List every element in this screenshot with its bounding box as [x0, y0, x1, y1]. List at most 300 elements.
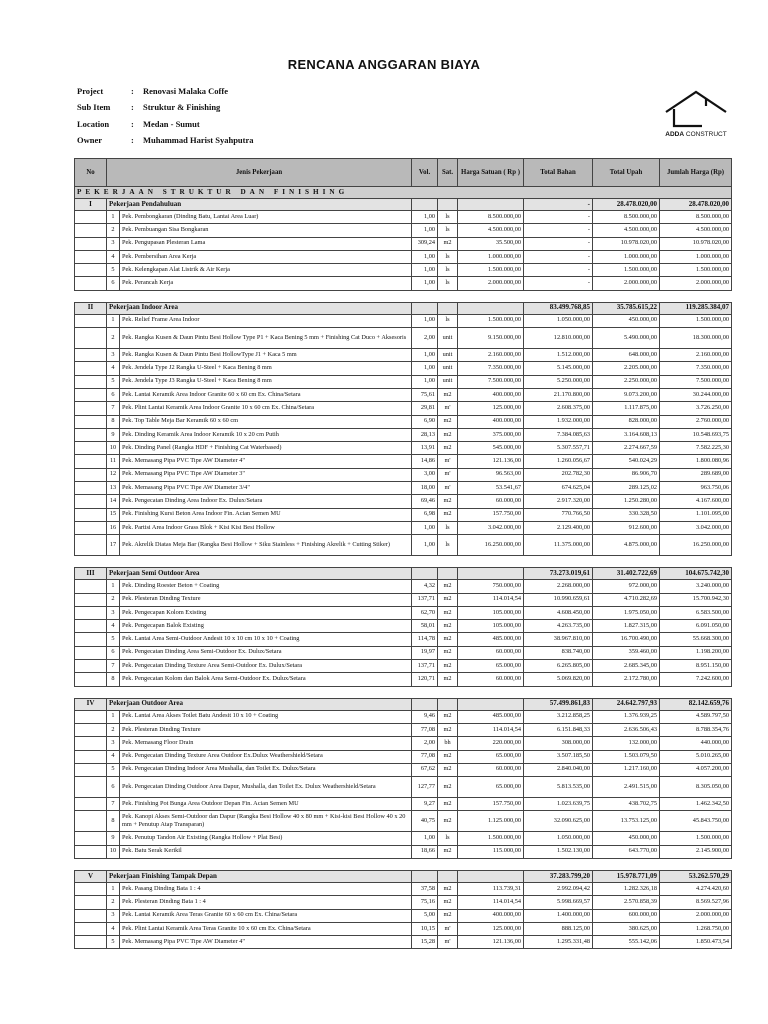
category-row	[75, 302, 732, 314]
row-harga-satuan: 750.000,00	[458, 580, 524, 593]
row-total-upah: 450.000,00	[593, 314, 660, 327]
row-harga-satuan: 8.500.000,00	[458, 211, 524, 224]
row-number: 11	[107, 455, 120, 468]
row-unit: m2	[438, 845, 458, 858]
row-description: Pek. Batu Serak Kerikil	[120, 845, 412, 858]
row-volume: 9,27	[412, 798, 438, 811]
spacer-cell	[660, 290, 732, 302]
row-volume: 9,46	[412, 710, 438, 723]
category-total-upah: 24.642.797,93	[593, 698, 660, 710]
row-jumlah-harga: 18.300.000,00	[660, 328, 732, 349]
spacer-cell	[524, 556, 593, 568]
row-total-bahan: 6.151.848,33	[524, 723, 593, 736]
row-unit: m2	[438, 495, 458, 508]
row-number: 4	[107, 250, 120, 263]
row-description: Pek. Partisi Area Indoor Grass Blok + Kisi Kisi Besi Hollow	[120, 521, 412, 534]
row-total-bahan: 2.917.320,00	[524, 495, 593, 508]
category-sat	[438, 568, 458, 580]
category-number: III	[75, 568, 107, 580]
row-total-upah: 2.205.000,00	[593, 362, 660, 375]
spacer-cell	[438, 556, 458, 568]
row-volume: 1,00	[412, 277, 438, 290]
category-number: IV	[75, 698, 107, 710]
spacer-cell	[75, 290, 107, 302]
spacer-cell	[593, 556, 660, 568]
row-number: 7	[107, 660, 120, 673]
row-total-upah: 1.282.326,18	[593, 882, 660, 895]
row-description: Pek. Lantai Keramik Area Indoor Granite 60 x 60 cm Ex. China/Setara	[120, 388, 412, 401]
row-unit: ls	[438, 832, 458, 845]
row-unit: m2	[438, 606, 458, 619]
row-total-upah: 5.490.000,00	[593, 328, 660, 349]
category-number: II	[75, 302, 107, 314]
row-volume: 120,71	[412, 673, 438, 686]
row-blank	[75, 362, 107, 375]
header-vol: Vol.	[412, 159, 438, 187]
spacer-cell	[438, 290, 458, 302]
row-unit: m2	[438, 442, 458, 455]
row-harga-satuan: 1.500.000,00	[458, 264, 524, 277]
row-number: 15	[107, 508, 120, 521]
row-number: 10	[107, 845, 120, 858]
row-total-upah: 2.570.858,39	[593, 896, 660, 909]
row-volume: 37,58	[412, 882, 438, 895]
row-total-bahan: 5.998.669,57	[524, 896, 593, 909]
category-harga	[458, 698, 524, 710]
table-row	[75, 723, 732, 736]
row-description: Pek. Pengecapan Kolom Existing	[120, 606, 412, 619]
row-blank	[75, 402, 107, 415]
row-total-bahan: 1.400.000,00	[524, 909, 593, 922]
row-description: Pek. Pengecatan Dinding Texture Area Outdoor Ex.Dulux Weathershield/Setara	[120, 750, 412, 763]
row-blank	[75, 896, 107, 909]
category-title: Pekerjaan Outdoor Area	[107, 698, 412, 710]
row-blank	[75, 723, 107, 736]
row-description: Pek. Dinding Panel (Rangka HDF + Finishing Cat Waterbased)	[120, 442, 412, 455]
category-total-bahan: 37.283.799,20	[524, 870, 593, 882]
row-volume: 1,00	[412, 264, 438, 277]
row-total-upah: 2.685.345,00	[593, 660, 660, 673]
row-blank	[75, 442, 107, 455]
row-harga-satuan: 4.500.000,00	[458, 224, 524, 237]
row-total-upah: 13.753.125,00	[593, 811, 660, 832]
row-number: 6	[107, 646, 120, 659]
spacer-cell	[524, 686, 593, 698]
spacer-cell	[75, 686, 107, 698]
table-row	[75, 211, 732, 224]
row-total-upah: 1.000.000,00	[593, 250, 660, 263]
table-row	[75, 442, 732, 455]
row-jumlah-harga: 2.760.000,00	[660, 415, 732, 428]
row-unit: m2	[438, 646, 458, 659]
table-row	[75, 710, 732, 723]
row-volume: 1,00	[412, 535, 438, 556]
category-jumlah-harga: 28.478.020,00	[660, 199, 732, 211]
row-blank	[75, 845, 107, 858]
row-unit: m2	[438, 798, 458, 811]
row-unit: ls	[438, 521, 458, 534]
category-total-bahan: 73.273.019,61	[524, 568, 593, 580]
row-volume: 18,66	[412, 845, 438, 858]
meta-value: Struktur & Finishing	[143, 102, 221, 113]
row-total-bahan: 1.932.000,00	[524, 415, 593, 428]
category-total-upah: 31.402.722,69	[593, 568, 660, 580]
spacer-cell	[660, 556, 732, 568]
row-blank	[75, 495, 107, 508]
row-harga-satuan: 7.500.000,00	[458, 375, 524, 388]
row-total-bahan: 202.782,30	[524, 468, 593, 481]
row-unit: m2	[438, 777, 458, 798]
project-info	[77, 83, 254, 148]
row-description: Pek. Relief Frame Area Indoor	[120, 314, 412, 327]
row-description: Pek. Pembersihan Area Kerja	[120, 250, 412, 263]
row-description: Pek. Rangka Kusen & Daun Pintu Besi Hollow Type P1 + Kaca Bening 5 mm + Finishing Cat Duco + Aksesoris	[120, 328, 412, 349]
category-row	[75, 199, 732, 211]
row-total-bahan: 12.810.000,00	[524, 328, 593, 349]
row-blank	[75, 237, 107, 250]
category-vol	[412, 568, 438, 580]
row-number: 4	[107, 922, 120, 935]
row-total-upah: 1.503.079,50	[593, 750, 660, 763]
row-unit: m2	[438, 580, 458, 593]
row-volume: 1,00	[412, 211, 438, 224]
row-harga-satuan: 114.014,54	[458, 896, 524, 909]
table-row	[75, 593, 732, 606]
row-total-bahan: 6.265.805,00	[524, 660, 593, 673]
row-blank	[75, 750, 107, 763]
category-title: Pekerjaan Indoor Area	[107, 302, 412, 314]
header-total-bahan: Total Bahan	[524, 159, 593, 187]
row-volume: 3,00	[412, 468, 438, 481]
row-jumlah-harga: 4.589.797,50	[660, 710, 732, 723]
spacer-cell	[75, 858, 107, 870]
row-unit: ls	[438, 264, 458, 277]
row-harga-satuan: 60.000,00	[458, 763, 524, 776]
row-number: 1	[107, 314, 120, 327]
category-row	[75, 870, 732, 882]
table-row	[75, 495, 732, 508]
spacer-cell	[412, 556, 438, 568]
row-jumlah-harga: 2.160.000,00	[660, 349, 732, 362]
category-harga	[458, 199, 524, 211]
table-row	[75, 468, 732, 481]
row-jumlah-harga: 4.167.600,00	[660, 495, 732, 508]
row-description: Pek. Plint Lantai Keramik Area Teras Granite 10 x 60 cm Ex. China/Setara	[120, 922, 412, 935]
row-harga-satuan: 1.500.000,00	[458, 832, 524, 845]
row-blank	[75, 777, 107, 798]
table-row	[75, 633, 732, 646]
meta-value: Medan - Sumut	[143, 118, 200, 129]
row-harga-satuan: 65.000,00	[458, 777, 524, 798]
spacer-row	[75, 686, 732, 698]
row-description: Pek. Kanopi Akses Semi-Outdoor dan Dapur (Rangka Besi Hollow 40 x 80 mm + Kisi-kisi Besi Hollow 40 x 20 mm + Penutup Atap Transparan)	[120, 811, 412, 832]
row-harga-satuan: 2.160.000,00	[458, 349, 524, 362]
table-row	[75, 428, 732, 441]
row-description: Pek. Pengecatan Dinding Area Semi-Outdoor Ex. Dulux/Setara	[120, 646, 412, 659]
row-description: Pek. Pengecatan Dinding Indoor Area Mushalla, dan Toilet Ex. Dulux/Setara	[120, 763, 412, 776]
row-harga-satuan: 485.000,00	[458, 710, 524, 723]
table-row	[75, 521, 732, 534]
category-total-bahan: 83.499.768,85	[524, 302, 593, 314]
table-row	[75, 620, 732, 633]
row-harga-satuan: 60.000,00	[458, 673, 524, 686]
meta-row-location	[77, 116, 254, 132]
row-total-bahan: -	[524, 264, 593, 277]
row-jumlah-harga: 1.500.000,00	[660, 832, 732, 845]
row-unit: m2	[438, 388, 458, 401]
row-number: 12	[107, 468, 120, 481]
meta-row-sub-item	[77, 99, 254, 115]
row-total-bahan: 5.145.000,00	[524, 362, 593, 375]
row-harga-satuan: 115.000,00	[458, 845, 524, 858]
row-total-upah: 380.625,00	[593, 922, 660, 935]
meta-colon: :	[131, 86, 134, 97]
table-row	[75, 349, 732, 362]
row-number: 2	[107, 896, 120, 909]
table-row	[75, 328, 732, 349]
row-volume: 5,00	[412, 909, 438, 922]
row-number: 9	[107, 428, 120, 441]
row-number: 10	[107, 442, 120, 455]
row-total-upah: 600.000,00	[593, 909, 660, 922]
row-total-upah: 8.500.000,00	[593, 211, 660, 224]
spacer-cell	[120, 290, 412, 302]
row-total-upah: 1.376.939,25	[593, 710, 660, 723]
row-description: Pek. Plint Lantai Keramik Area Indoor Granite 10 x 60 cm Ex. China/Setara	[120, 402, 412, 415]
row-harga-satuan: 60.000,00	[458, 495, 524, 508]
row-blank	[75, 224, 107, 237]
row-jumlah-harga: 2.145.900,00	[660, 845, 732, 858]
row-description: Pek. Dinding Keramik Area Indoor Keramik 10 x 20 cm Putih	[120, 428, 412, 441]
row-jumlah-harga: 8.788.354,76	[660, 723, 732, 736]
row-total-upah: 330.328,50	[593, 508, 660, 521]
row-blank	[75, 811, 107, 832]
row-description: Pek. Pengecatan Dinding Texture Area Semi-Outdoor Ex. Dulux/Setara	[120, 660, 412, 673]
row-blank	[75, 593, 107, 606]
spacer-cell	[438, 858, 458, 870]
row-volume: 1,00	[412, 362, 438, 375]
row-blank	[75, 521, 107, 534]
table-row	[75, 415, 732, 428]
row-volume: 6,90	[412, 415, 438, 428]
row-blank	[75, 673, 107, 686]
table-row	[75, 909, 732, 922]
row-volume: 77,08	[412, 750, 438, 763]
row-number: 4	[107, 620, 120, 633]
row-blank	[75, 606, 107, 619]
row-number: 6	[107, 277, 120, 290]
table-row	[75, 455, 732, 468]
row-harga-satuan: 1.125.000,00	[458, 811, 524, 832]
row-description: Pek. Pembongkaran (Dinding Batu, Lantai Area Luar)	[120, 211, 412, 224]
table-row	[75, 388, 732, 401]
table-row	[75, 535, 732, 556]
header-jenis: Jenis Pekerjaan	[107, 159, 412, 187]
row-harga-satuan: 485.000,00	[458, 633, 524, 646]
row-total-bahan: 770.766,50	[524, 508, 593, 521]
row-description: Pek. Penutup Tandon Air Existing (Rangka Hollow + Plat Besi)	[120, 832, 412, 845]
row-blank	[75, 375, 107, 388]
spacer-cell	[412, 686, 438, 698]
row-jumlah-harga: 8.951.150,00	[660, 660, 732, 673]
row-number: 3	[107, 606, 120, 619]
row-unit: ls	[438, 277, 458, 290]
category-title: Pekerjaan Semi Outdoor Area	[107, 568, 412, 580]
row-volume: 40,75	[412, 811, 438, 832]
row-number: 7	[107, 402, 120, 415]
row-unit: unit	[438, 375, 458, 388]
table-row	[75, 777, 732, 798]
category-number: I	[75, 199, 107, 211]
category-sat	[438, 870, 458, 882]
row-jumlah-harga: 4.057.200,00	[660, 763, 732, 776]
row-description: Pek. Memasang Pipa PVC Tipe AW Diameter 3/4"	[120, 482, 412, 495]
row-total-upah: 4.710.282,69	[593, 593, 660, 606]
row-number: 6	[107, 388, 120, 401]
row-total-bahan: 2.608.375,00	[524, 402, 593, 415]
row-volume: 1,00	[412, 314, 438, 327]
spacer-cell	[660, 686, 732, 698]
row-description: Pek. Plesteran Dinding Bata 1 : 4	[120, 896, 412, 909]
row-jumlah-harga: 2.000.000,00	[660, 909, 732, 922]
row-description: Pek. Plesteran Dinding Texture	[120, 593, 412, 606]
row-harga-satuan: 105.000,00	[458, 620, 524, 633]
table-row	[75, 737, 732, 750]
category-title: Pekerjaan Pendahuluan	[107, 199, 412, 211]
row-unit: unit	[438, 349, 458, 362]
table-row	[75, 250, 732, 263]
spacer-cell	[412, 858, 438, 870]
row-description: Pek. Pengecapan Balok Existing	[120, 620, 412, 633]
row-description: Pek. Finishing Pot Bunga Area Outdoor Depan Fin. Acian Semen MU	[120, 798, 412, 811]
row-jumlah-harga: 1.101.095,00	[660, 508, 732, 521]
row-volume: 1,00	[412, 832, 438, 845]
row-total-upah: 359.460,00	[593, 646, 660, 659]
row-total-upah: 555.142,06	[593, 936, 660, 949]
row-total-upah: 450.000,00	[593, 832, 660, 845]
spacer-cell	[458, 858, 524, 870]
row-total-upah: 438.702,75	[593, 798, 660, 811]
row-harga-satuan: 400.000,00	[458, 909, 524, 922]
meta-value: Muhammad Harist Syahputra	[143, 135, 254, 146]
row-number: 2	[107, 723, 120, 736]
row-total-bahan: 4.263.735,00	[524, 620, 593, 633]
row-description: Pek. Lantai Area Akses Toilet Batu Andesit 10 x 10 + Coating	[120, 710, 412, 723]
spacer-cell	[458, 556, 524, 568]
spacer-cell	[438, 686, 458, 698]
header-jumlah-harga: Jumlah Harga (Rp)	[660, 159, 732, 187]
row-volume: 15,28	[412, 936, 438, 949]
row-number: 9	[107, 832, 120, 845]
spacer-cell	[107, 858, 120, 870]
row-blank	[75, 277, 107, 290]
spacer-cell	[524, 290, 593, 302]
row-description: Pek. Kelengkapan Alat Listrik & Air Kerja	[120, 264, 412, 277]
row-number: 3	[107, 909, 120, 922]
row-total-upah: 16.700.490,00	[593, 633, 660, 646]
row-blank	[75, 633, 107, 646]
row-volume: 137,71	[412, 593, 438, 606]
category-total-upah: 28.478.020,00	[593, 199, 660, 211]
row-total-upah: 3.164.608,13	[593, 428, 660, 441]
table-row	[75, 882, 732, 895]
row-jumlah-harga: 963.750,06	[660, 482, 732, 495]
row-total-bahan: 1.050.000,00	[524, 314, 593, 327]
row-blank	[75, 468, 107, 481]
logo-suffix: CONSTRUCT	[684, 131, 727, 138]
category-jumlah-harga: 104.675.742,30	[660, 568, 732, 580]
row-volume: 67,62	[412, 763, 438, 776]
row-unit: unit	[438, 362, 458, 375]
row-unit: unit	[438, 328, 458, 349]
row-blank	[75, 211, 107, 224]
spacer-cell	[120, 686, 412, 698]
row-jumlah-harga: 15.700.942,30	[660, 593, 732, 606]
row-number: 3	[107, 737, 120, 750]
row-description: Pek. Top Table Meja Bar Keramik 60 x 60 cm	[120, 415, 412, 428]
row-unit: m'	[438, 922, 458, 935]
row-number: 2	[107, 593, 120, 606]
spacer-cell	[107, 556, 120, 568]
table-row	[75, 580, 732, 593]
row-number: 5	[107, 264, 120, 277]
spacer-cell	[524, 858, 593, 870]
row-total-upah: 9.073.200,00	[593, 388, 660, 401]
table-row	[75, 660, 732, 673]
row-jumlah-harga: 1.500.000,00	[660, 314, 732, 327]
row-harga-satuan: 105.000,00	[458, 606, 524, 619]
row-total-bahan: 308.000,00	[524, 737, 593, 750]
table-row	[75, 832, 732, 845]
row-volume: 127,77	[412, 777, 438, 798]
row-description: Pek. Jendela Type J2 Rangka U-Steel + Kaca Bening 8 mm	[120, 362, 412, 375]
row-number: 13	[107, 482, 120, 495]
row-jumlah-harga: 4.274.420,60	[660, 882, 732, 895]
row-number: 2	[107, 224, 120, 237]
row-unit: m2	[438, 673, 458, 686]
table-row	[75, 375, 732, 388]
category-jumlah-harga: 119.285.384,07	[660, 302, 732, 314]
row-harga-satuan: 114.014,54	[458, 593, 524, 606]
row-blank	[75, 250, 107, 263]
row-volume: 77,08	[412, 723, 438, 736]
row-harga-satuan: 65.000,00	[458, 750, 524, 763]
category-total-bahan: -	[524, 199, 593, 211]
category-vol	[412, 698, 438, 710]
row-description: Pek. Memasang Pipa PVC Tipe AW Diameter 3"	[120, 468, 412, 481]
category-total-upah: 35.785.615,22	[593, 302, 660, 314]
row-total-bahan: 1.295.331,48	[524, 936, 593, 949]
table-row	[75, 264, 732, 277]
category-sat	[438, 698, 458, 710]
row-blank	[75, 264, 107, 277]
spacer-cell	[107, 686, 120, 698]
row-volume: 13,91	[412, 442, 438, 455]
table-row	[75, 646, 732, 659]
table-row	[75, 606, 732, 619]
row-blank	[75, 832, 107, 845]
category-row	[75, 698, 732, 710]
row-jumlah-harga: 2.000.000,00	[660, 277, 732, 290]
row-unit: ls	[438, 211, 458, 224]
category-harga	[458, 302, 524, 314]
row-blank	[75, 710, 107, 723]
row-volume: 114,78	[412, 633, 438, 646]
row-total-upah: 2.274.667,59	[593, 442, 660, 455]
row-volume: 28,13	[412, 428, 438, 441]
row-blank	[75, 580, 107, 593]
category-row	[75, 568, 732, 580]
